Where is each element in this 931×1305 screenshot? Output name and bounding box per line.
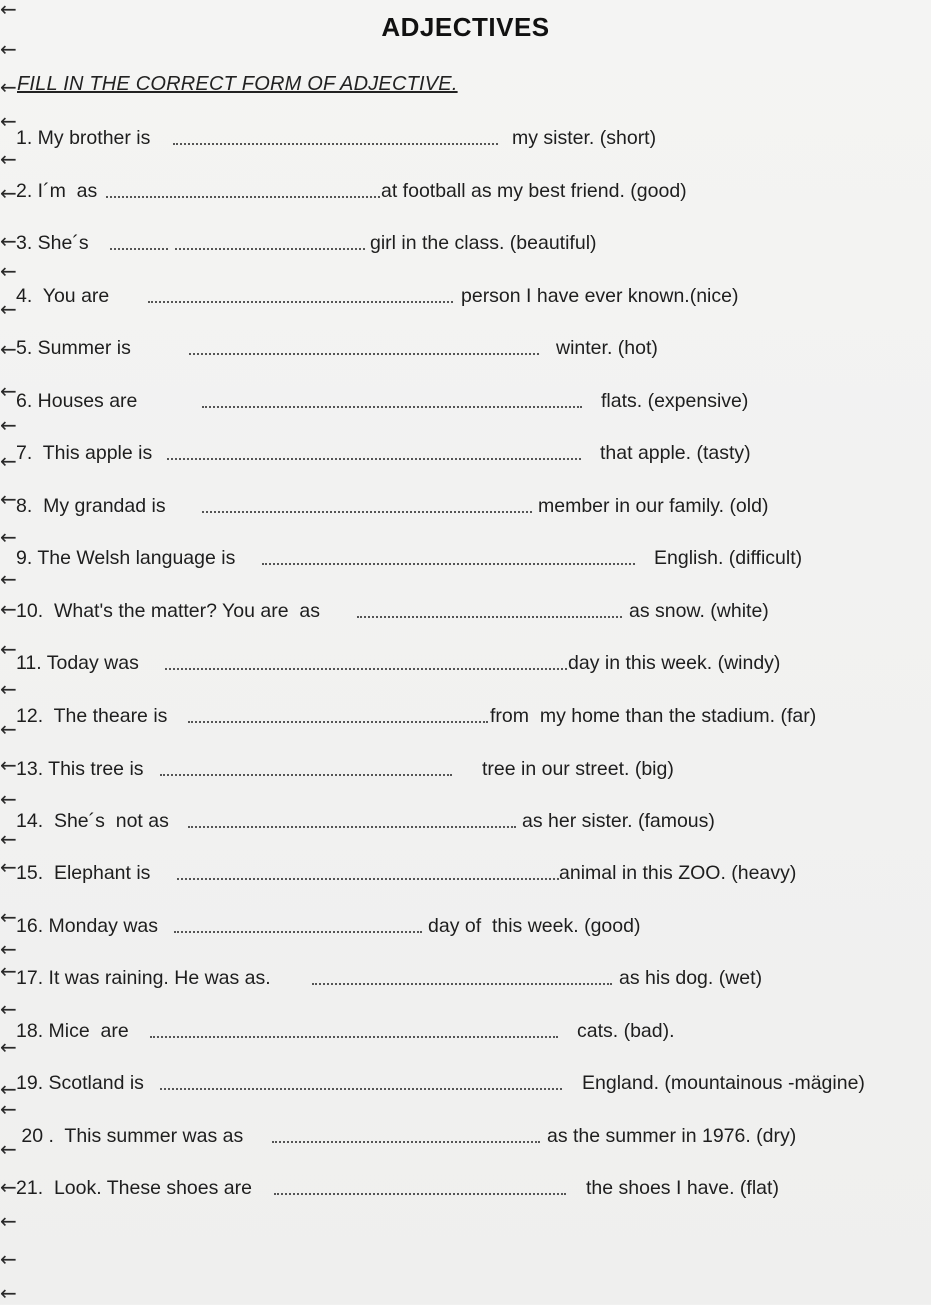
- exercise-item: [0, 959, 931, 993]
- instruction-text: FILL IN THE CORRECT FORM OF ADJECTIVE.: [17, 73, 458, 95]
- item-rest: English. (difficult): [654, 547, 803, 569]
- binding-ring-icon: ←: [0, 449, 17, 473]
- answer-blank[interactable]: [167, 458, 581, 460]
- binding-ring-icon: ←: [0, 677, 17, 701]
- exercise-item: [0, 281, 931, 311]
- item-prompt: 7. This apple is: [16, 442, 153, 464]
- item-prompt: 19. Scotland is: [16, 1072, 144, 1094]
- item-prompt: 17. It was raining. He was as.: [16, 967, 271, 989]
- item-rest: animal in this ZOO. (heavy): [559, 862, 797, 884]
- binding-ring-icon: ←: [0, 229, 17, 253]
- answer-blank[interactable]: [174, 931, 422, 933]
- item-rest: England. (mountainous -mägine): [582, 1072, 865, 1094]
- answer-blank[interactable]: [202, 406, 582, 408]
- binding-ring-icon: ←: [0, 181, 17, 205]
- answer-blank[interactable]: [160, 774, 452, 776]
- exercise-item: [0, 1173, 931, 1203]
- answer-blank[interactable]: [165, 668, 567, 670]
- exercise-item: [0, 1068, 931, 1101]
- item-rest: flats. (expensive): [601, 390, 749, 412]
- answer-blank[interactable]: [188, 721, 488, 723]
- answer-blank[interactable]: [160, 1088, 562, 1090]
- item-rest: member in our family. (old): [538, 495, 769, 517]
- binding-ring-icon: ←: [0, 75, 17, 99]
- item-rest: tree in our street. (big): [482, 758, 674, 780]
- exercise-item: [0, 596, 931, 626]
- binding-ring-icon: ←: [0, 959, 17, 983]
- answer-blank[interactable]: [357, 616, 622, 618]
- exercise-item: [0, 911, 931, 941]
- item-rest: day in this week. (windy): [568, 652, 781, 674]
- item-prompt: 8. My grandad is: [16, 495, 166, 517]
- item-prompt: 18. Mice are: [16, 1020, 129, 1042]
- binding-ring-icon: ←: [0, 717, 17, 741]
- item-rest: as the summer in 1976. (dry): [547, 1125, 797, 1147]
- answer-blank[interactable]: [150, 1036, 558, 1038]
- item-rest: from my home than the stadium. (far): [490, 705, 817, 727]
- exercise-item: [0, 543, 931, 573]
- item-prompt: 10. What's the matter? You are as: [16, 600, 320, 622]
- item-rest: as snow. (white): [629, 600, 769, 622]
- answer-blank[interactable]: [274, 1193, 566, 1195]
- binding-ring-icon: ←: [0, 259, 17, 283]
- binding-ring-icon: ←: [0, 997, 17, 1021]
- item-prompt: 20 . This summer was as: [16, 1125, 244, 1147]
- exercise-item: [0, 176, 931, 206]
- exercise-item: [0, 701, 931, 731]
- answer-blank[interactable]: [177, 878, 559, 880]
- answer-blank[interactable]: [312, 983, 612, 985]
- exercise-item: [0, 333, 931, 363]
- binding-ring-icon: ←: [0, 1137, 17, 1161]
- answer-blank[interactable]: [189, 353, 539, 355]
- binding-ring-icon: ←: [0, 855, 17, 879]
- exercise-item: [0, 648, 931, 678]
- binding-ring-icon: ←: [0, 337, 17, 361]
- binding-ring-icon: ←: [0, 297, 17, 321]
- binding-ring-icon: ←: [0, 905, 17, 929]
- binding-ring-icon: ←: [0, 1247, 17, 1271]
- binding-ring-icon: ←: [0, 1281, 17, 1305]
- answer-blank[interactable]: [148, 301, 453, 303]
- item-prompt: 2. I´m as: [16, 180, 98, 202]
- item-rest: day of this week. (good): [428, 915, 641, 937]
- exercise-item: [0, 386, 931, 416]
- binding-ring-icon: ←: [0, 637, 17, 661]
- exercise-item: [0, 1121, 931, 1151]
- binding-ring-icon: ←: [0, 0, 17, 21]
- item-rest: as her sister. (famous): [522, 810, 715, 832]
- item-rest: that apple. (tasty): [600, 442, 751, 464]
- item-prompt: 16. Monday was: [16, 915, 158, 937]
- item-rest: my sister. (short): [512, 127, 657, 149]
- binding-ring-icon: ←: [0, 597, 17, 621]
- binding-ring-icon: ←: [0, 147, 17, 171]
- item-rest: person I have ever known.(nice): [461, 285, 739, 307]
- item-rest: as his dog. (wet): [619, 967, 763, 989]
- item-rest: girl in the class. (beautiful): [370, 232, 597, 254]
- item-prompt: 4. You are: [16, 285, 110, 307]
- exercise-item: [0, 1016, 931, 1046]
- binding-ring-icon: ←: [0, 487, 17, 511]
- item-prompt: 12. The theare is: [16, 705, 168, 727]
- exercise-item: [0, 806, 931, 836]
- exercise-item: [0, 228, 931, 258]
- binding-ring-icon: ←: [0, 1209, 17, 1233]
- item-prompt: 1. My brother is: [16, 127, 151, 149]
- binding-ring-icon: ←: [0, 1097, 17, 1121]
- worksheet-title: ADJECTIVES: [381, 12, 550, 42]
- item-prompt: 5. Summer is: [16, 337, 131, 359]
- binding-ring-icon: ←: [0, 1175, 17, 1199]
- exercise-item: [0, 438, 931, 473]
- binding-ring-icon: ←: [0, 1035, 17, 1059]
- item-prompt: 15. Elephant is: [16, 862, 151, 884]
- item-rest: the shoes I have. (flat): [586, 1177, 779, 1199]
- item-prompt: 14. She´s not as: [16, 810, 169, 832]
- binding-ring-icon: ←: [0, 937, 17, 961]
- item-prompt: 6. Houses are: [16, 390, 138, 412]
- answer-blank[interactable]: [272, 1141, 540, 1143]
- binding-ring-icon: ←: [0, 753, 17, 777]
- binding-ring-icon: ←: [0, 379, 17, 403]
- binding-ring-icon: ←: [0, 37, 17, 61]
- binding-ring-icon: ←: [0, 1077, 17, 1101]
- answer-blank[interactable]: [175, 248, 365, 250]
- item-rest: cats. (bad).: [577, 1020, 675, 1042]
- exercise-item: [0, 754, 931, 784]
- exercise-item: [0, 855, 931, 888]
- answer-blank[interactable]: [106, 196, 380, 198]
- binding-ring-icon: ←: [0, 525, 17, 549]
- answer-blank[interactable]: [202, 511, 532, 513]
- binding-ring-icon: ←: [0, 827, 17, 851]
- item-prompt: 3. She´s: [16, 232, 89, 254]
- exercise-item: [0, 487, 931, 521]
- answer-blank[interactable]: [110, 248, 168, 250]
- answer-blank[interactable]: [173, 143, 498, 145]
- binding-ring-icon: ←: [0, 567, 17, 591]
- binding-ring-icon: ←: [0, 413, 17, 437]
- item-rest: at football as my best friend. (good): [381, 180, 687, 202]
- item-rest: winter. (hot): [556, 337, 658, 359]
- binding-ring-icon: ←: [0, 109, 17, 133]
- item-prompt: 21. Look. These shoes are: [16, 1177, 252, 1199]
- binding-ring-icon: ←: [0, 787, 17, 811]
- answer-blank[interactable]: [262, 563, 635, 565]
- item-prompt: 11. Today was: [16, 652, 139, 674]
- item-prompt: 13. This tree is: [16, 758, 144, 780]
- item-prompt: 9. The Welsh language is: [16, 547, 236, 569]
- exercise-item: [0, 123, 931, 153]
- answer-blank[interactable]: [188, 826, 516, 828]
